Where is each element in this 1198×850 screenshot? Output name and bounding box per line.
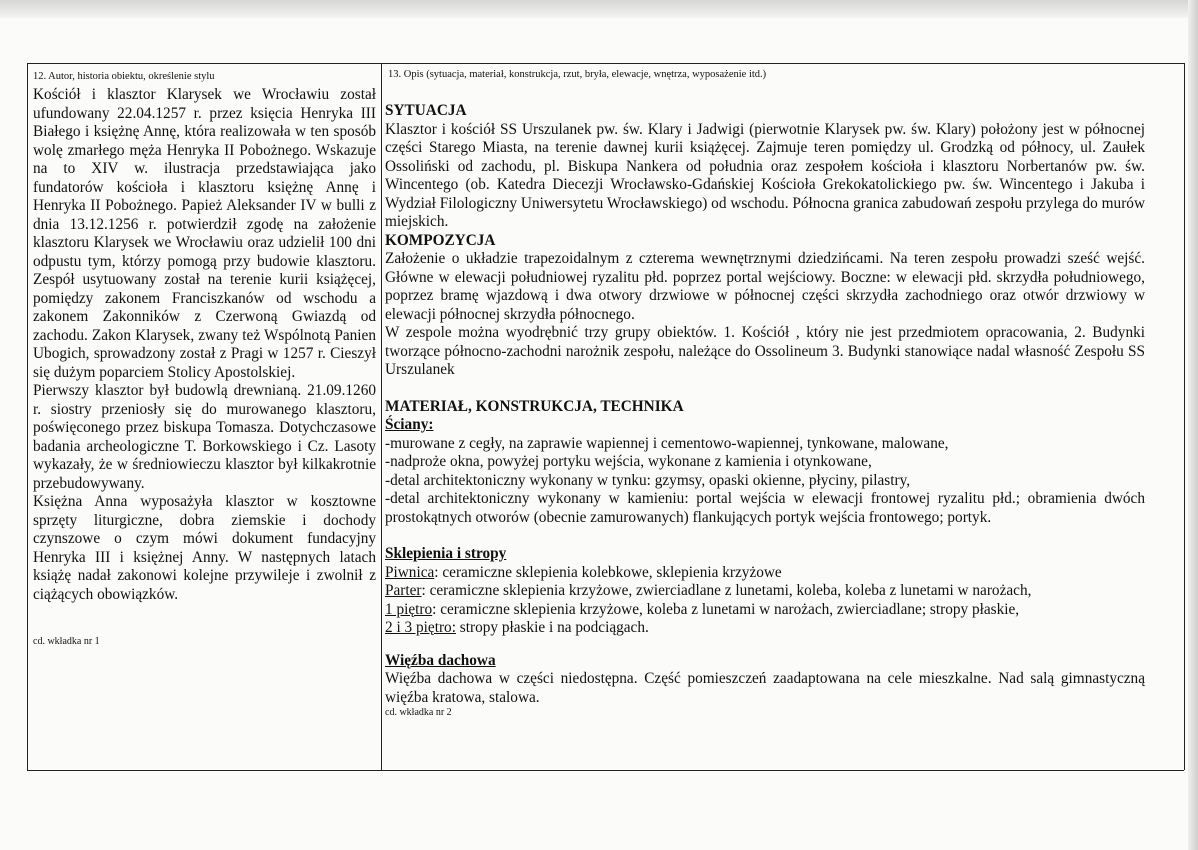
paragraph: Kościół i klasztor Klarysek we Wrocławiu został ufundowany 22.04.1257 r. przez księcia Henryka III Białego i księżnę Annę, która realizowała w ten sposób wolę zmarłego męża Henryka II Pobożnego. Wskazuje na to XIV w. ilustracja przedstawiająca jako fundatorów kościoła i klasztoru księżnę Annę i Henryka II Pobożnego. Papież Aleksander IV w bulli z dnia 13.12.1256 r. potwierdził zgodę na założenie klasztoru Klarysek we Wrocławiu oraz udzielił 100 dni odpustu tym, którzy pomogą przy budowie klasztoru. Zespół usytuowany został na terenie kurii książęcej, pomiędzy zakonem Franciszkanów od wschodu a zakonem Zakonników z Czerwoną Gwiazdą od zachodu. Zakon Klarysek, zwany też Wspólnotą Panien Ubogich, sprowadzony został z Pragi w 1257 r. Cieszył się dużym poparciem Stolicy Apostolskiej. [33, 86, 376, 381]
section-heading: MATERIAŁ, KONSTRUKCJA, TECHNIKA [385, 397, 684, 415]
list-item [385, 619, 1145, 638]
floor-label: 1 piętro [385, 600, 433, 618]
continuation-note: cd. wkładka nr 1 [33, 636, 100, 647]
table-border-left [27, 63, 28, 770]
floor-description: : ceramiczne sklepienia kolebkowe, sklepienia krzyżowe [434, 563, 782, 581]
subsection-heading: Sklepienia i stropy [385, 545, 507, 562]
left-column-heading: 12. Autor, historia obiektu, określenie stylu [33, 71, 215, 82]
section-heading: KOMPOZYCJA [385, 231, 496, 249]
table-border-top [27, 63, 1184, 64]
paragraph: Pierwszy klasztor był budowlą drewnianą. 21.09.1260 r. siostry przeniosły się do murowanego klasztoru, poświęconego przez biskupa Tomasza. Dotychczasowe badania archeologiczne T. Borkowskiego i Cz. Lasoty wykazały, że w średniowieczu klasztor był kilkakrotnie przebudowywany. [33, 382, 376, 492]
floor-label: Parter [385, 582, 422, 599]
floor-description: : ceramiczne sklepienia krzyżowe, koleba z lunetami w narożach, zwierciadlane; stropy płaskie, [432, 600, 1020, 618]
paragraph: Więźba dachowa w części niedostępna. Część pomieszczeń zaadaptowana na cele mieszkalne. Nad salą gimnastyczną więźba kratowa, stalowa. [385, 670, 1145, 706]
description-text [385, 102, 1145, 719]
list-item [385, 601, 1145, 620]
list-item [385, 582, 1145, 601]
floor-label: 2 i 3 piętro: [385, 619, 456, 636]
paragraph: Klasztor i kościół SS Urszulanek pw. św. Klary i Jadwigi (pierwotnie Klarysek pw. św. Klary) położony jest w północnej części Starego Miasta, na terenie dawnej kurii książęcej. Zajmuje teren pomiędzy ul. Grodzką od północy, ul. Zaułek Ossoliński od zachodu, pl. Biskupa Nankera od południa oraz zespołem kościoła i klasztoru Norbertanów pw. św. Wincentego (ob. Katedra Diecezji Wrocławsko-Gdańskiej Kościoła Grekokatolickiego pw. św. Wincentego i Jakuba i Wydział Filologiczny Uniwersytetu Wrocławskiego) od wschodu. Północna granica zabudowań zespołu przylega do murów miejskich. [385, 120, 1145, 230]
paragraph: Księżna Anna wyposażyła klasztor w kosztowne sprzęty liturgiczne, dobra ziemskie i dochody czynszowe o czym mówi dokument fundacyjny Henryka III i księżnej Anny. W następnych latach książę nadał zakonowi kolejne przywileje i zwolnił z ciążących obowiązków. [33, 493, 376, 603]
paragraph: Założenie o układzie trapezoidalnym z czterema wewnętrznymi dziedzińcami. Na teren zespołu prowadzi sześć wejść. Główne w elewacji południowej ryzalitu płd. poprzez portal wejściowy. Boczne: w elewacji płd. skrzydła południowego, poprzez bramę wjazdową i dwa otwory drzwiowe w północnej części skrzydła zachodniego oraz otwór drzwiowy w elewacji północnej skrzydła północnego. [385, 250, 1145, 323]
table-border-bottom [27, 770, 1184, 771]
section-heading: SYTUACJA [385, 102, 467, 119]
history-text [33, 86, 376, 648]
floor-description: : ceramiczne sklepienia krzyżowe, zwierciadlane z lunetami, koleba, koleba z lunetami w narożach, [421, 582, 1032, 599]
continuation-note: cd. wkładka nr 2 [385, 707, 452, 718]
floor-label: Piwnica [385, 563, 435, 581]
scan-edge-top [0, 0, 1198, 18]
list-item: -murowane z cegły, na zaprawie wapiennej i cementowo-wapiennej, tynkowane, malowane, [385, 434, 949, 452]
table-border-right [1184, 63, 1185, 770]
subsection-heading: Więźba dachowa [385, 651, 496, 669]
list-item [385, 564, 1145, 583]
list-item: -detal architektoniczny wykonany w kamieniu: portal wejścia w elewacji frontowej ryzalitu płd.; obramienia dwóch prostokątnych otworów (obecnie zamurowanych) flankujących portyk wejścia frontowego; portyk. [385, 490, 1145, 526]
scan-edge-right [1188, 0, 1198, 850]
paragraph: W zespole można wyodrębnić trzy grupy obiektów. 1. Kościół , który nie jest przedmiotem opracowania, 2. Budynki tworzące północno-zachodni narożnik zespołu, należące do Ossolineum 3. Budynki stanowiące nadal własność Zespołu SS Urszulanek [385, 324, 1145, 378]
table-column-divider [381, 63, 382, 770]
right-column-heading: 13. Opis (sytuacja, materiał, konstrukcja, rzut, bryła, elewacje, wnętrza, wyposażenie itd.) [388, 69, 767, 80]
list-item: -detal architektoniczny wykonany w tynku: gzymsy, opaski okienne, płyciny, pilastry, [385, 471, 911, 489]
floor-description: stropy płaskie i na podciągach. [455, 619, 649, 636]
subsection-heading: Ściany: [385, 416, 434, 433]
list-item: -nadproże okna, powyżej portyku wejścia, wykonane z kamienia i otynkowane, [385, 453, 872, 470]
